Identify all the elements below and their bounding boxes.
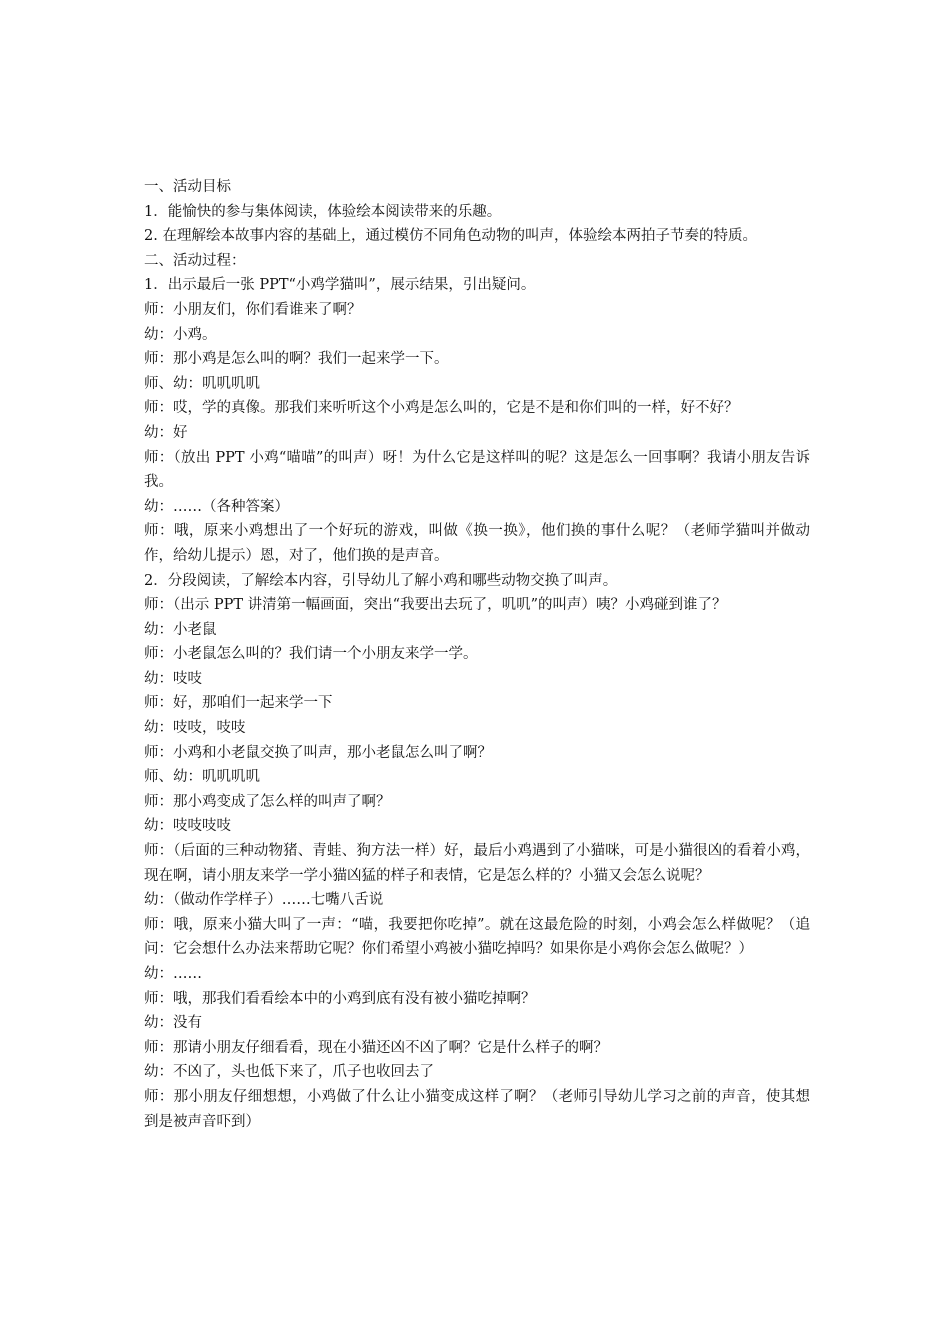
dialogue-line: 幼：（做动作学样子）……七嘴八舌说	[144, 892, 384, 909]
dialogue-line: 师：哦，原来小鸡想出了一个好玩的游戏，叫做《换一换》，他们换的事什么呢？（老师学猫叫并做动作，给幼儿提示）恩，对了，他们换的是声音。	[144, 523, 810, 564]
dialogue-line: 幼：吱吱	[144, 670, 202, 687]
document-body	[144, 175, 810, 1134]
dialogue-line: 幼：吱吱吱吱	[144, 818, 231, 835]
dialogue-line: 师、幼：叽叽叽叽	[144, 769, 260, 786]
dialogue-line: 师：（后面的三种动物猪、青蛙、狗方法一样）好，最后小鸡遇到了小猫咪，可是小猫很凶的看着小鸡，现在啊，请小朋友来学一学小猫凶猛的样子和表情，它是怎么样的？小猫又会怎么说呢？	[144, 843, 810, 884]
goal-item: 1．能愉快的参与集体阅读，体验绘本阅读带来的乐趣。	[144, 203, 502, 220]
process-step: 2．分段阅读，了解绘本内容，引导幼儿了解小鸡和哪些动物交换了叫声。	[144, 572, 618, 589]
dialogue-line: 师：那小朋友仔细想想，小鸡做了什么让小猫变成这样了啊？（老师引导幼儿学习之前的声音，使其想到是被声音吓到）	[144, 1088, 810, 1130]
dialogue-line: 幼：……（各种答案）	[144, 498, 289, 515]
process-step: 1．出示最后一张 PPT“小鸡学猫叫”，展示结果，引出疑问。	[144, 277, 536, 294]
section-heading-process: 二、活动过程：	[144, 252, 246, 269]
dialogue-line: 师：那小鸡变成了怎么样的叫声了啊？	[144, 793, 391, 810]
dialogue-line: 师、幼：叽叽叽叽	[144, 375, 260, 392]
dialogue-line: 师：（出示 PPT 讲清第一幅画面，突出“我要出去玩了，叽叽”的叫声）咦？小鸡碰到谁了？	[144, 597, 727, 614]
dialogue-line: 师：那小鸡是怎么叫的啊？我们一起来学一下。	[144, 351, 449, 368]
dialogue-line: 师：哦，那我们看看绘本中的小鸡到底有没有被小猫吃掉啊？	[144, 990, 536, 1007]
dialogue-line: 师：哎，学的真像。那我们来听听这个小鸡是怎么叫的，它是不是和你们叫的一样，好不好？	[144, 400, 739, 417]
dialogue-line: 幼：小鸡。	[144, 326, 217, 343]
dialogue-line: 幼：吱吱，吱吱	[144, 720, 246, 737]
dialogue-line: 幼：没有	[144, 1015, 202, 1032]
dialogue-line: 幼：小老鼠	[144, 621, 217, 638]
dialogue-line: 师：哦，原来小猫大叫了一声：“喵，我要把你吃掉”。就在这最危险的时刻，小鸡会怎么样做呢？（追问：它会想什么办法来帮助它呢？你们希望小鸡被小猫吃掉吗？如果你是小鸡你会怎么做呢？）	[144, 916, 810, 958]
dialogue-line: 师：（放出 PPT 小鸡“喵喵”的叫声）呀！为什么它是这样叫的呢？这是怎么一回事啊？我请小朋友告诉我。	[144, 449, 810, 491]
section-heading-goals: 一、活动目标	[144, 179, 231, 195]
dialogue-line: 师：好，那咱们一起来学一下	[144, 695, 333, 712]
dialogue-line: 师：小鸡和小老鼠交换了叫声，那小老鼠怎么叫了啊？	[144, 744, 492, 761]
dialogue-line: 师：那请小朋友仔细看看，现在小猫还凶不凶了啊？它是什么样子的啊？	[144, 1039, 608, 1056]
dialogue-line: 幼：好	[144, 424, 188, 441]
dialogue-line: 幼：……	[144, 966, 202, 982]
dialogue-line: 幼：不凶了，头也低下来了，爪子也收回去了	[144, 1064, 434, 1081]
dialogue-line: 师：小朋友们，你们看谁来了啊？	[144, 301, 362, 318]
goal-item: 2. 在理解绘本故事内容的基础上，通过模仿不同角色动物的叫声，体验绘本两拍子节奏的特质。	[144, 228, 757, 245]
dialogue-line: 师：小老鼠怎么叫的？我们请一个小朋友来学一学。	[144, 646, 478, 663]
